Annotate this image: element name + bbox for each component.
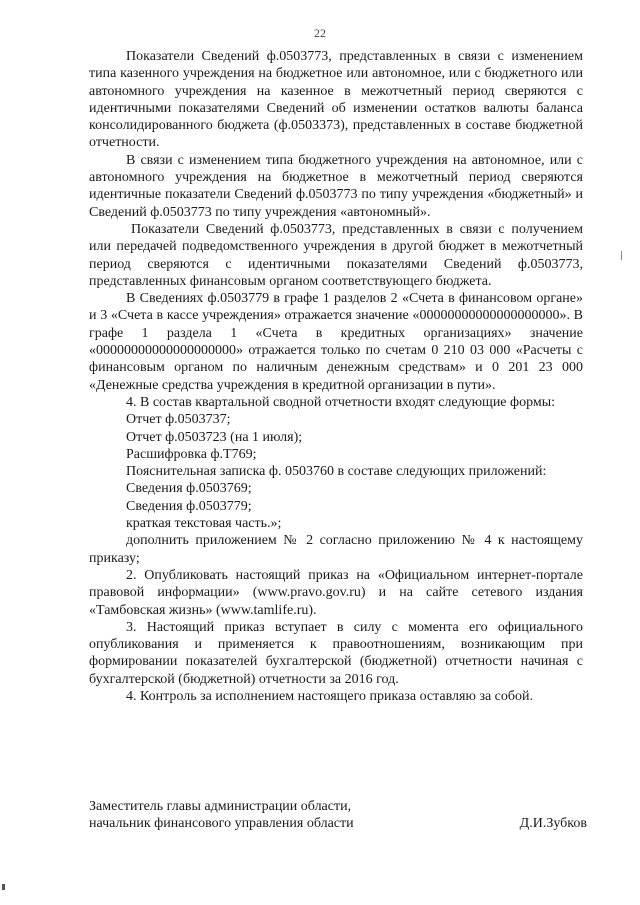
- signatory-name: Д.И.Зубков: [519, 816, 587, 831]
- list-item-form: Расшифровка ф.Т769;: [126, 446, 257, 462]
- signature-block: [89, 798, 587, 832]
- list-item-form: краткая текстовая часть.»;: [126, 516, 282, 532]
- signatory-title-line1: Заместитель главы администрации области,: [89, 799, 352, 814]
- list-item-form: Отчет ф.0503737;: [126, 412, 231, 428]
- scan-artifact-mark: [2, 884, 5, 890]
- list-item-form: Сведения ф.0503779;: [126, 498, 252, 514]
- paragraph-item-2-publish: 2. Опубликовать настоящий приказ на «Официальном интернет-портале правовой информации» (www.pravo.gov.ru) и на сайте сетевого издания «Тамбовская жизнь» (www.tamlife.ru).: [89, 567, 583, 618]
- paragraph-budget-to-autonomous: В связи с изменением типа бюджетного учреждения на автономное, или с автономного учреждения на бюджетное в межотчетный период сверяются идентичные показатели Сведений ф.0503773 по типу учреждения «бюджетный» и Сведений ф.0503773 по типу учреждения «автономный».: [89, 152, 583, 220]
- paragraph-item-4-control: 4. Контроль за исполнением настоящего приказа оставляю за собой.: [126, 688, 534, 704]
- paragraph-item-4-forms: 4. В состав квартальной сводной отчетности входят следующие формы:: [126, 394, 556, 410]
- list-item-form: Отчет ф.0503723 (на 1 июля);: [126, 429, 303, 445]
- document-body: [89, 48, 583, 705]
- paragraph-supplement-appendix: дополнить приложением № 2 согласно приложению № 4 к настоящему приказу;: [89, 533, 583, 566]
- scan-artifact-dot: [621, 251, 622, 260]
- list-item-form: Пояснительная записка ф. 0503760 в составе следующих приложений:: [126, 464, 547, 480]
- paragraph-svedeniya-type-change: Показатели Сведений ф.0503773, представленных в связи с изменением типа казенного учреждения на бюджетное или автономное, или с бюджетного или автономного учреждения на казенное в межотчетный период сверяются с идентичными показателями Сведений об изменении остатков валюты баланса консолидированного бюджета (ф.0503373), представленных в составе бюджетной отчетности.: [89, 49, 583, 151]
- paragraph-svedeniya-0503779: В Сведениях ф.0503779 в графе 1 разделов 2 «Счета в финансовом органе» и 3 «Счета в кассе учреждения» отражается значение «00000000000000000000». В графе 1 раздела 1 «Счета в кредитных организациях» значение «00000000000000000000» отражается только по счетам 0 210 03 000 «Расчеты с финансовым органом по наличным денежным средствам» и 0 201 23 000 «Денежные средства учреждения в кредитной организации в пути».: [89, 291, 583, 393]
- paragraph-transfer-institution: Показатели Сведений ф.0503773, представленных в связи с получением или передачей подведомственного учреждения в другой бюджет в межотчетный период сверяются с идентичными показателями Сведений ф.0503773, представленных финансовым органом соответствующего бюджета.: [89, 221, 583, 289]
- list-item-form: Сведения ф.0503769;: [126, 481, 252, 497]
- paragraph-item-3-effect: 3. Настоящий приказ вступает в силу с момента его официального опубликования и применяется к правоотношениям, возникающим при формировании показателей бухгалтерской (бюджетной) отчетности начиная с бухгалтерской (бюджетной) отчетности за 2016 год.: [89, 619, 583, 687]
- page-number: 22: [314, 26, 326, 40]
- signatory-title-line2: начальник финансового управления области: [89, 816, 354, 831]
